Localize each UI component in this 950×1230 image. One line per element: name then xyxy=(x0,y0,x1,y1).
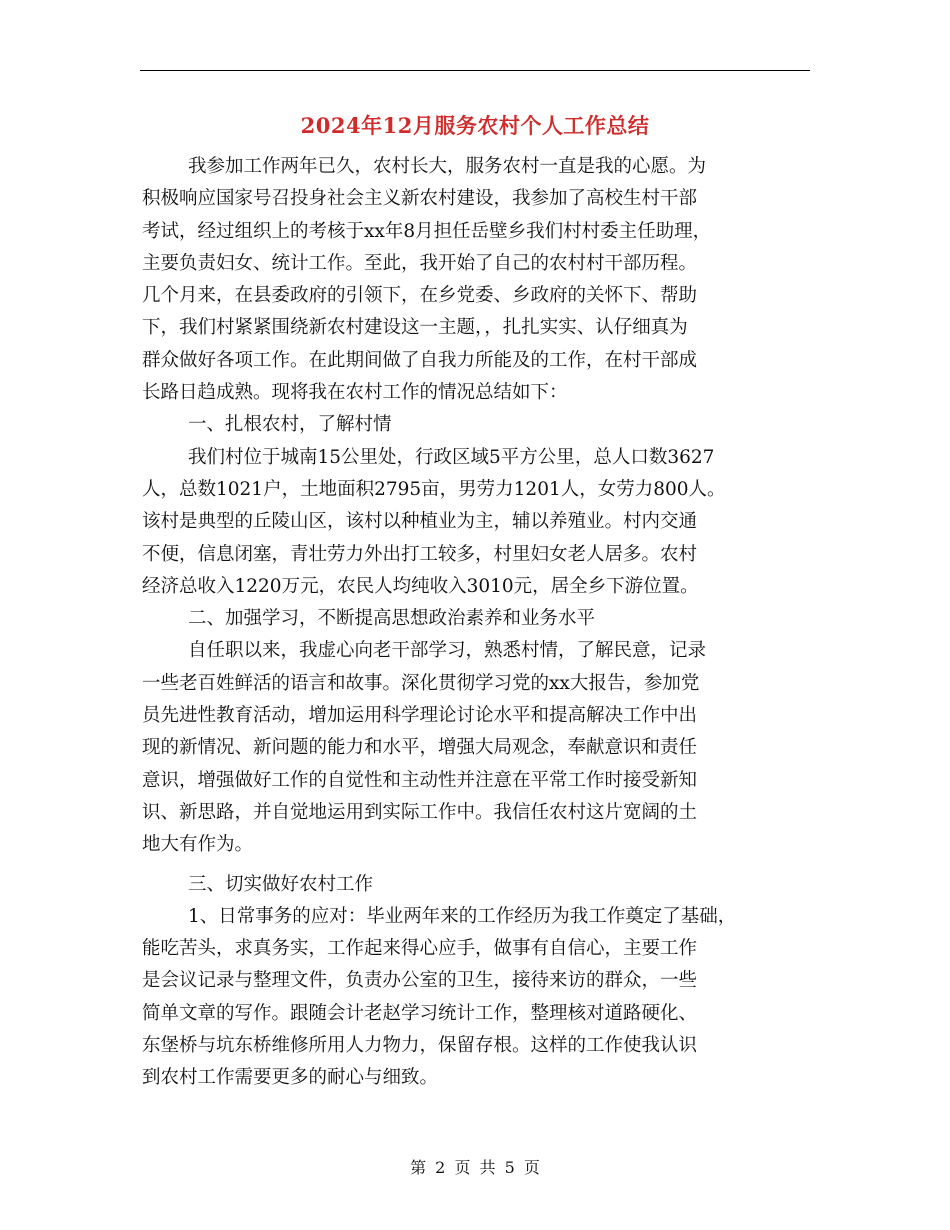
paragraph-line: 识、新思路，并自觉地运用到实际工作中。我信任农村这片宽阔的土 xyxy=(142,801,698,823)
paragraph-line: 群众做好各项工作。在此期间做了自我力所能及的工作，在村干部成 xyxy=(142,349,698,371)
paragraph-line: 到农村工作需要更多的耐心与细致。 xyxy=(142,1067,439,1089)
document-body xyxy=(142,151,812,1095)
document-title: 2024年12月服务农村个人工作总结 xyxy=(300,113,650,138)
paragraph-line: 下，我们村紧紧围绕新农村建设这一主题，，扎扎实实、认仔细真为 xyxy=(142,317,688,339)
paragraph-line: 人，总数1021户，土地面积2795亩，男劳力1201人，女劳力800人。 xyxy=(142,478,726,500)
paragraph-line: 积极响应国家号召投身社会主义新农村建设，我参加了高校生村干部 xyxy=(142,188,698,210)
header-rule xyxy=(140,70,810,71)
paragraph-line: 我参加工作两年已久，农村长大，服务农村一直是我的心愿。为 xyxy=(188,156,707,177)
paragraph-line: 地大有作为。 xyxy=(142,834,254,856)
paragraph-line: 一些老百姓鲜活的语言和故事。深化贯彻学习党的xx大报告，参加党 xyxy=(142,672,700,694)
paragraph-line: 我们村位于城南15公里处，行政区域5平方公里，总人口数3627 xyxy=(188,446,715,468)
paragraph-line: 现的新情况、新问题的能力和水平，增强大局观念，奉献意识和责任 xyxy=(142,737,698,759)
paragraph-gap xyxy=(142,862,812,869)
page-number: 第 2 页 共 5 页 xyxy=(410,1158,540,1177)
paragraph-line: 长路日趋成熟。现将我在农村工作的情况总结如下： xyxy=(142,382,568,404)
paragraph-line: 考试，经过组织上的考核于xx年8月担任岳壁乡我们村村委主任助理， xyxy=(142,220,712,242)
paragraph-line: 东堡桥与坑东桥维修所用人力物力，保留存根。这样的工作使我认识 xyxy=(142,1035,698,1057)
paragraph-line: 几个月来，在县委政府的引领下，在乡党委、乡政府的关怀下、帮助 xyxy=(142,285,698,307)
section-heading: 二、加强学习，不断提高思想政治素养和业务水平 xyxy=(188,608,596,630)
section-heading: 一、扎根农村，了解村情 xyxy=(188,414,392,436)
paragraph-line: 自任职以来，我虚心向老干部学习，熟悉村情，了解民意，记录 xyxy=(188,640,707,662)
paragraph-line: 是会议记录与整理文件，负责办公室的卫生，接待来访的群众，一些 xyxy=(142,970,698,992)
paragraph-line: 不便，信息闭塞，青壮劳力外出打工较多，村里妇女老人居多。农村 xyxy=(142,543,698,565)
paragraph-line: 员先进性教育活动，增加运用科学理论讨论水平和提高解决工作中出 xyxy=(142,705,698,727)
paragraph-line: 意识，增强做好工作的自觉性和主动性并注意在平常工作时接受新知 xyxy=(142,769,698,791)
paragraph-line: 简单文章的写作。跟随会计老赵学习统计工作，整理核对道路硬化、 xyxy=(142,1002,698,1024)
paragraph-line: 主要负责妇女、统计工作。至此，我开始了自己的农村村干部历程。 xyxy=(142,252,698,274)
section-heading: 三、切实做好农村工作 xyxy=(188,873,374,895)
paragraph-line: 能吃苦头，求真务实，工作起来得心应手，做事有自信心，主要工作 xyxy=(142,938,698,960)
paragraph-line: 该村是典型的丘陵山区，该村以种植业为主，辅以养殖业。村内交通 xyxy=(142,511,698,533)
paragraph-line: 1、日常事务的应对：毕业两年来的工作经历为我工作奠定了基础， xyxy=(188,905,737,927)
paragraph-line: 经济总收入1220万元，农民人均纯收入3010元，居全乡下游位置。 xyxy=(142,575,699,597)
